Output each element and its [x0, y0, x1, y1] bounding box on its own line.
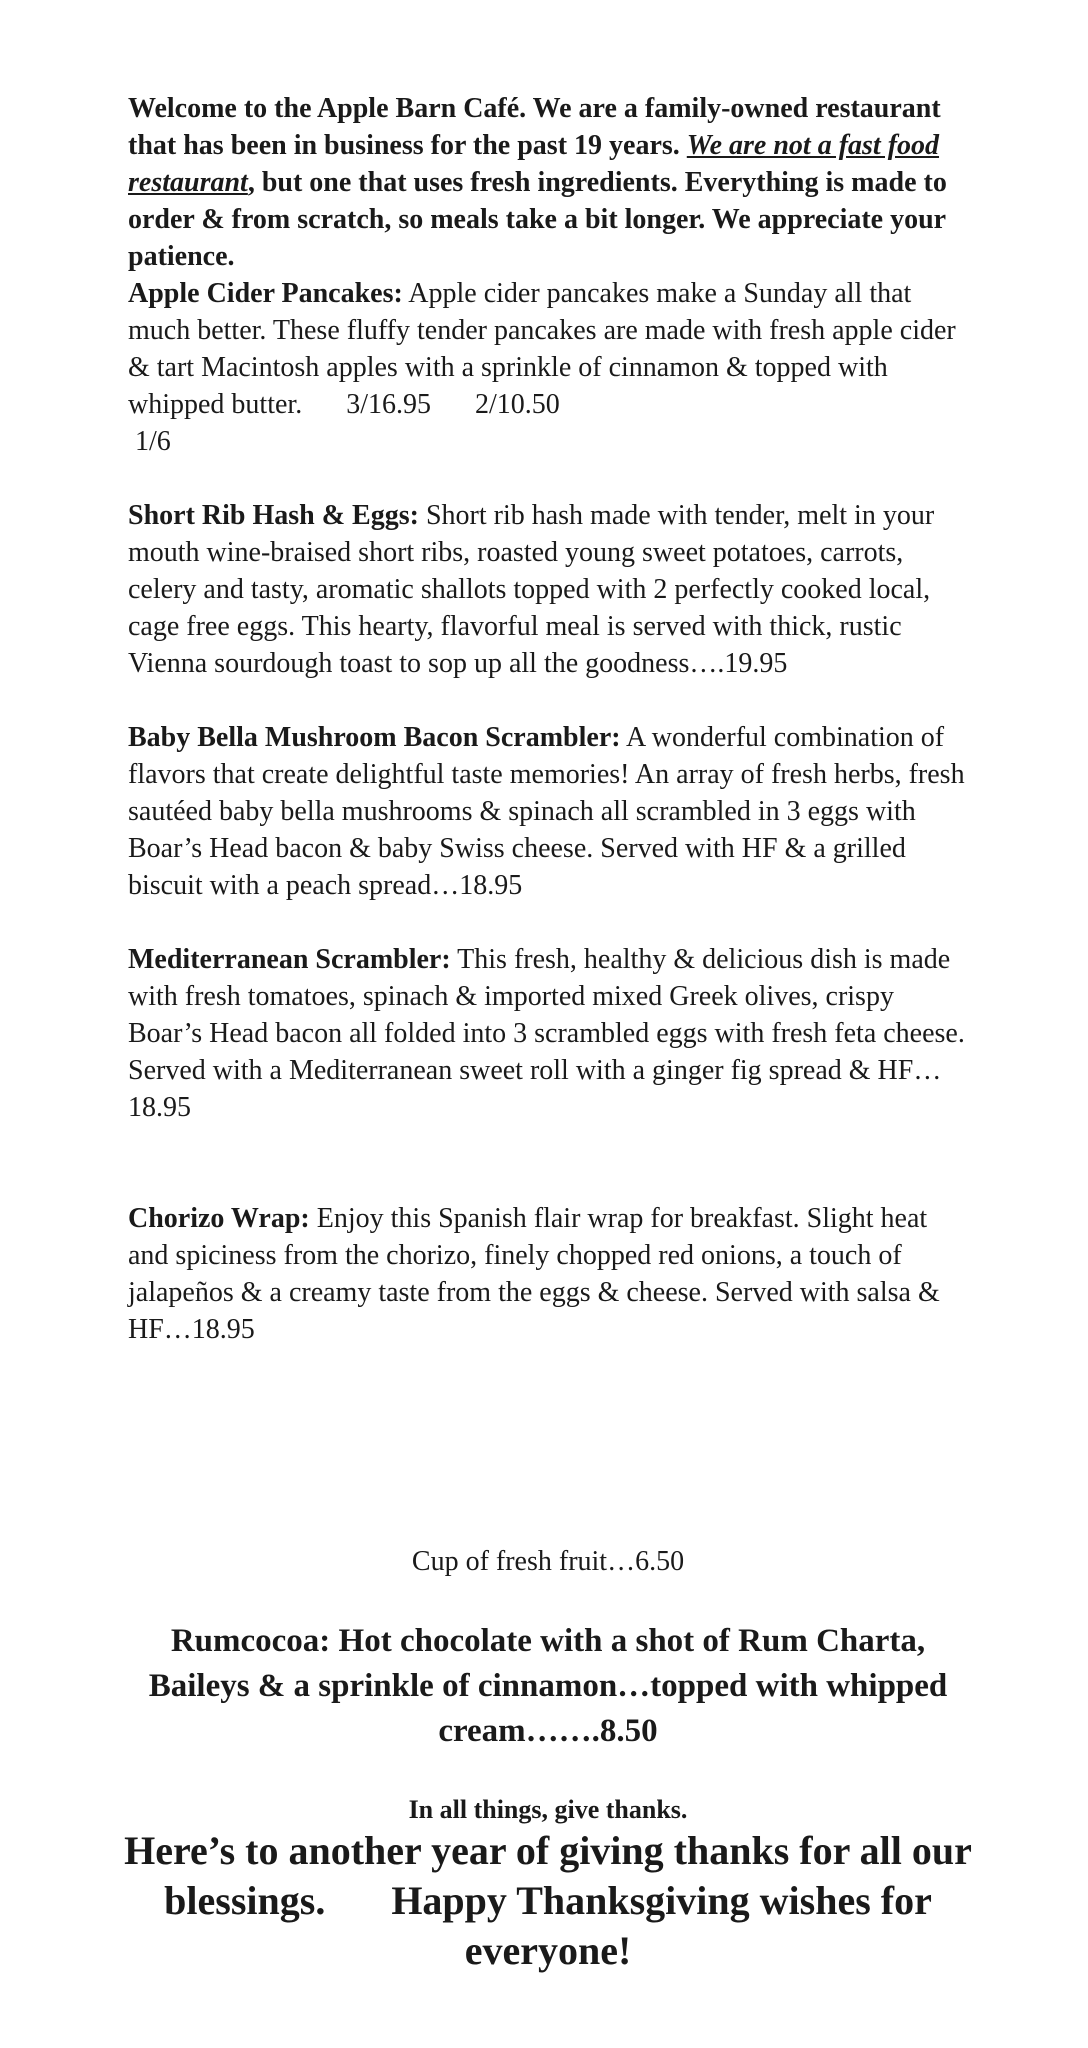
thanksgiving-message [120, 1826, 976, 1976]
thanks-line: In all things, give thanks. [408, 1795, 688, 1824]
menu-item-price: 1/6 [135, 426, 171, 457]
welcome-paragraph [128, 90, 968, 275]
menu-item-mediterranean-scrambler [128, 941, 968, 1126]
menu-item-name: Baby Bella Mushroom Bacon Scrambler: [128, 722, 621, 753]
fresh-fruit-item: Cup of fresh fruit…6.50 [411, 1546, 685, 1577]
menu-item-description: Enjoy this Spanish flair wrap for breakfast. Slight heat and spiciness from the chorizo, finely chopped red onions, a touch of jalapeños & a creamy taste from the eggs & cheese. Served with salsa & HF…18.95 [128, 1203, 940, 1345]
menu-item-short-rib-hash [128, 497, 968, 682]
menu-item-name: Short Rib Hash & Eggs: [128, 500, 419, 531]
rumcocoa-item: Rumcocoa: Hot chocolate with a shot of Rum Charta, Baileys & a sprinkle of cinnamon…topped with whipped cream…….8.50 [148, 1623, 948, 1749]
welcome-text: Welcome to the Apple Barn Café. We are a family-owned restaurant that has been in business for the past 19 years. [128, 93, 941, 161]
menu-item-chorizo-wrap [128, 1200, 968, 1348]
menu-item-description: A wonderful combination of flavors that create delightful taste memories! An array of fresh herbs, fresh sautéed baby bella mushrooms & spinach all scrambled in 3 eggs with Boar’s Head bacon & baby Swiss cheese. Served with HF & a grilled biscuit with a peach spread…18.95 [128, 722, 965, 901]
thanksgiving-message-part1: Here’s to another year of giving thanks for all our blessings. [124, 1828, 972, 1923]
welcome-emphasis: We are not a fast food restaurant [128, 130, 940, 198]
menu-item-name: Apple Cider Pancakes: [128, 278, 403, 309]
menu-item-name: Chorizo Wrap: [128, 1203, 310, 1234]
menu-page [128, 90, 968, 1348]
menu-item-price: 2/10.50 [474, 389, 560, 420]
thanksgiving-message-part2: Happy Thanksgiving wishes for everyone! [391, 1878, 932, 1973]
menu-item-description: Apple cider pancakes make a Sunday all that much better. These fluffy tender pancakes are made with fresh apple cider & tart Macintosh apples with a sprinkle of cinnamon & topped with whipped butter. [128, 278, 956, 420]
welcome-text-continued: , but one that uses fresh ingredients. Everything is made to order & from scratch, so meals take a bit longer. We appreciate your patience. [128, 167, 947, 272]
menu-item-apple-cider-pancakes [128, 275, 968, 460]
menu-item-description: This fresh, healthy & delicious dish is made with fresh tomatoes, spinach & imported mixed Greek olives, crispy Boar’s Head bacon all folded into 3 scrambled eggs with fresh feta cheese. Served with a Mediterranean sweet roll with a ginger fig spread & HF…18.95 [128, 944, 965, 1123]
menu-item-name: Mediterranean Scrambler: [128, 944, 451, 975]
menu-item-description: Short rib hash made with tender, melt in your mouth wine-braised short ribs, roasted young sweet potatoes, carrots, celery and tasty, aromatic shallots topped with 2 perfectly cooked local, cage free eggs. This hearty, flavorful meal is served with thick, rustic Vienna sourdough toast to sop up all the goodness….19.95 [128, 500, 935, 679]
menu-item-baby-bella-scrambler [128, 719, 968, 904]
menu-item-price: 3/16.95 [346, 389, 431, 420]
